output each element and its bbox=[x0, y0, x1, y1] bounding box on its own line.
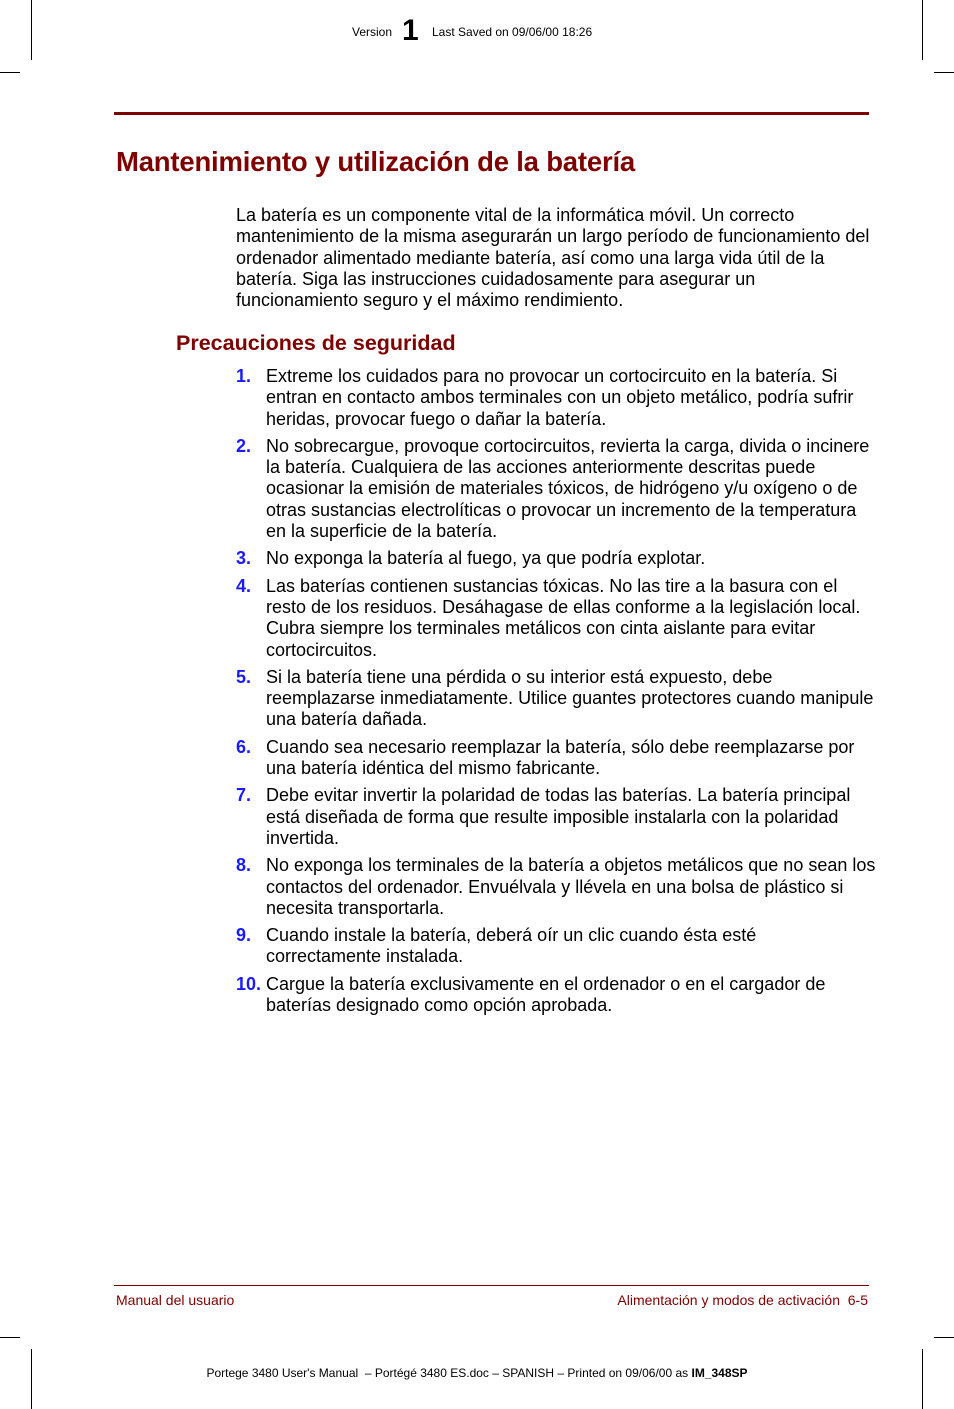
list-item-number: 2. bbox=[236, 435, 252, 456]
footer-rule bbox=[114, 1285, 869, 1286]
footer-left: Manual del usuario bbox=[116, 1292, 235, 1308]
version-number: 1 bbox=[402, 14, 419, 47]
list-item bbox=[236, 667, 876, 731]
intro-paragraph: La batería es un componente vital de la informática móvil. Un correcto mantenimiento de la misma asegurarán un largo período de funcionamiento del ordenador alimentado mediante batería, así como una larga vida útil de la batería. Siga las instrucciones cuidadosamente para asegurar un funcionamiento seguro y el máximo rendimiento. bbox=[236, 205, 870, 311]
list-item bbox=[236, 576, 876, 661]
list-item-text: No sobrecargue, provoque cortocircuitos, revierta la carga, divida o incinere la batería. Cualquiera de las acciones anteriormente descritas puede ocasionar la emisión de materiales tóxicos, de hidrógeno y/u oxígeno o de otras sustancias electrolíticas o provocar un incremento de la temperatura en la superficie de la batería. bbox=[266, 435, 870, 542]
precautions-list bbox=[236, 366, 876, 1022]
list-item-number: 8. bbox=[236, 855, 252, 876]
list-item bbox=[236, 785, 876, 849]
list-item bbox=[236, 436, 876, 542]
list-item bbox=[236, 366, 876, 430]
list-item-text: Debe evitar invertir la polaridad de todas las baterías. La batería principal está diseñada de forma que resulte imposible instalarla con la polaridad invertida. bbox=[266, 785, 851, 848]
list-item bbox=[236, 548, 876, 569]
list-item-number: 6. bbox=[236, 736, 252, 757]
list-item bbox=[236, 737, 876, 780]
list-item-text: No exponga los terminales de la batería a objetos metálicos que no sean los contactos del ordenador. Envuélvala y llévela en una bolsa de plástico si necesita transportarla. bbox=[266, 855, 876, 918]
footer-right: Alimentación y modos de activación 6-5 bbox=[617, 1292, 868, 1308]
version-header bbox=[0, 14, 954, 48]
list-item bbox=[236, 855, 876, 919]
list-item-number: 9. bbox=[236, 925, 252, 946]
crop-mark bbox=[934, 72, 954, 73]
page-title: Mantenimiento y utilización de la batería bbox=[116, 146, 635, 177]
list-item-text: Cargue la batería exclusivamente en el ordenador o en el cargador de baterías designado como opción aprobada. bbox=[266, 973, 826, 1016]
list-item-number: 5. bbox=[236, 666, 252, 687]
crop-mark bbox=[0, 72, 20, 73]
print-info-code: IM_348SP bbox=[691, 1366, 748, 1380]
list-item bbox=[236, 925, 876, 968]
list-item-text: No exponga la batería al fuego, ya que podría explotar. bbox=[266, 548, 706, 569]
list-item-number: 3. bbox=[236, 548, 252, 569]
list-item-number: 7. bbox=[236, 785, 252, 806]
version-label: Version bbox=[352, 25, 393, 39]
list-item-text: Si la batería tiene una pérdida o su interior está expuesto, debe reemplazarse inmediatamente. Utilice guantes protectores cuando manipule una batería dañada. bbox=[266, 666, 874, 730]
list-item-text: Las baterías contienen sustancias tóxicas. No las tire a la basura con el resto de los residuos. Desáhagase de ellas conforme a la legislación local. Cubra siempre los terminales metálicos con cinta aislante para evitar cortocircuitos. bbox=[266, 575, 861, 660]
list-item-number: 1. bbox=[236, 366, 252, 386]
list-item bbox=[236, 974, 876, 1017]
crop-mark bbox=[934, 1337, 954, 1338]
list-item-number: 4. bbox=[236, 575, 252, 596]
print-info bbox=[0, 1366, 954, 1380]
list-item-number: 10. bbox=[236, 973, 262, 994]
list-item-text: Extreme los cuidados para no provocar un cortocircuito en la batería. Si entran en contacto ambos terminales con un objeto metálico, podría sufrir heridas, provocar fuego o dañar la batería. bbox=[266, 366, 854, 429]
list-item-text: Cuando instale la batería, deberá oír un clic cuando ésta esté correctamente instalada. bbox=[266, 925, 757, 967]
print-info-text: Portege 3480 User's Manual – Portégé 3480 ES.doc – SPANISH – Printed on 09/06/00 as bbox=[206, 1366, 692, 1380]
header-rule bbox=[114, 112, 869, 115]
section-subtitle: Precauciones de seguridad bbox=[176, 331, 456, 355]
crop-mark bbox=[0, 1337, 20, 1338]
last-saved: Last Saved on 09/06/00 18:26 bbox=[432, 25, 593, 39]
list-item-text: Cuando sea necesario reemplazar la batería, sólo debe reemplazarse por una batería idéntica del mismo fabricante. bbox=[266, 736, 855, 779]
